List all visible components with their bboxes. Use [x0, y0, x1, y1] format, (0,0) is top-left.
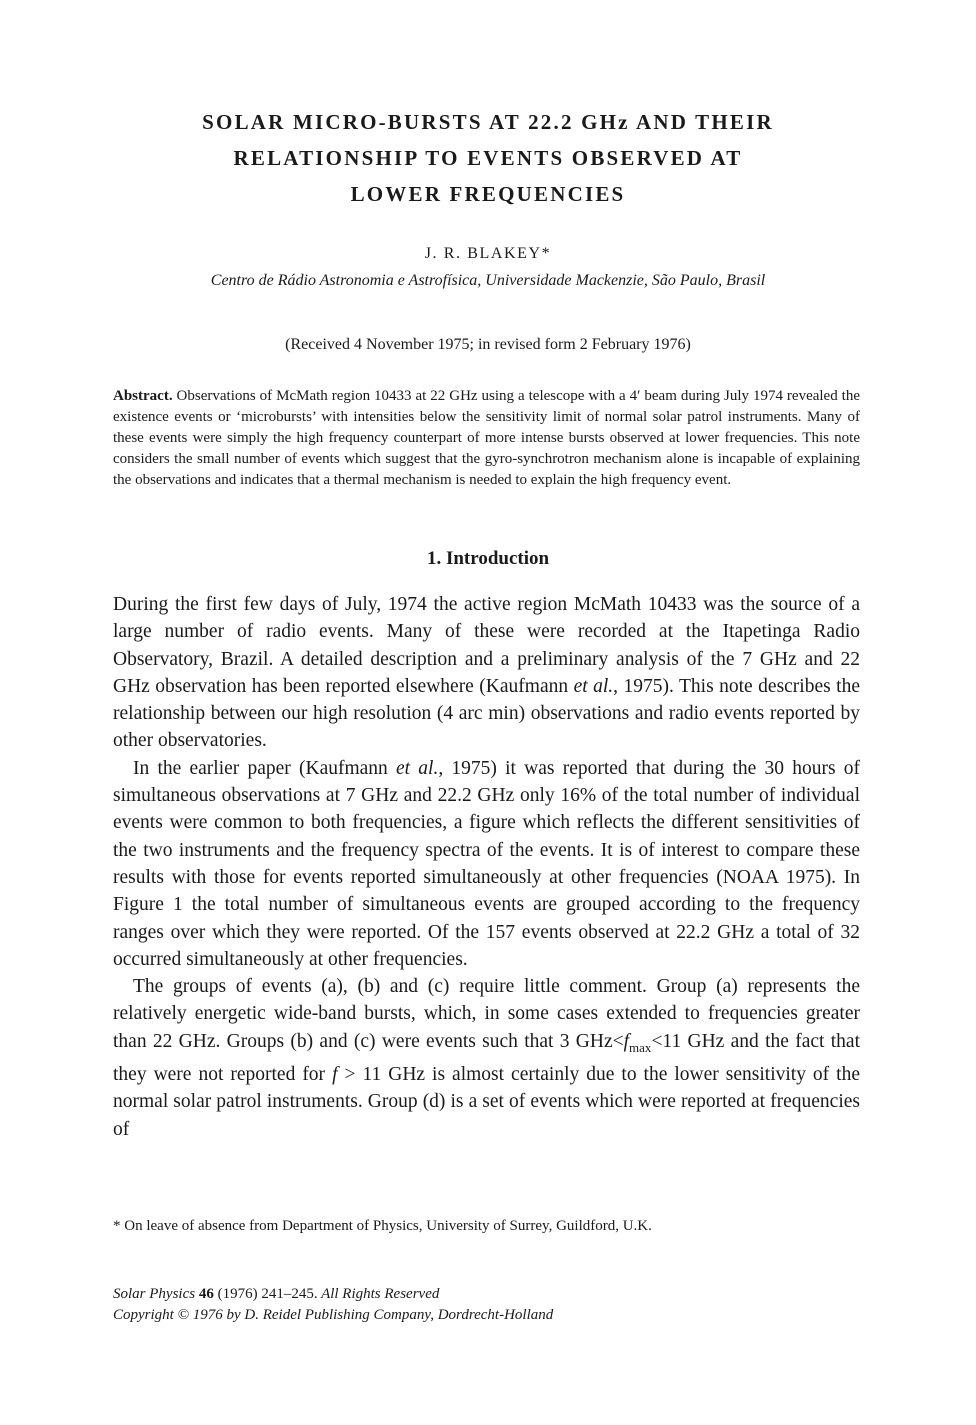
abstract: [113, 386, 860, 491]
title-line: SOLAR MICRO-BURSTS AT 22.2 GHz AND THEIR: [202, 110, 774, 134]
paragraph-text: > 11 GHz is almost certainly due to the lower sensitivity of the normal solar patrol instruments. Group (d) is a set of events which were reported at frequencies of: [113, 1063, 860, 1140]
journal-info: [113, 1284, 873, 1326]
body-text: [113, 591, 860, 1143]
paragraph-text: During the first few days of July, 1974 the active region McMath 10433 was the source of a large number of radio events. Many of these were recorded at the Itapetinga Radio Observatory, Brazil. A detailed description and a preliminary analysis of the 7 GHz and 22 GHz observation has been reported elsewhere (Kaufmann: [113, 594, 860, 697]
paragraph-text: et al.: [573, 675, 614, 697]
paragraph-2: [113, 755, 860, 973]
journal-volume: 46: [198, 1286, 214, 1302]
paper-title: [100, 104, 876, 212]
paragraph-text: The groups of events (a), (b) and (c) require little comment. Group (a) represents the relatively energetic wide-band bursts, which, in some cases extended to frequencies greater than 22 GHz. Groups (b) and (c) were events such that 3 GHz<: [113, 976, 860, 1052]
title-line: RELATIONSHIP TO EVENTS OBSERVED AT: [233, 146, 743, 170]
paragraph-text: , 1975) it was reported that during the 30 hours of simultaneous observations at 7 GHz and 22.2 GHz only 16% of the total number of individual events were common to both frequencies, a figure which reflects the different sensitivities of the two instruments and the frequency spectra of the events. It is of interest to compare these results with those for events reported simultaneously at other frequencies (NOAA 1975). In Figure 1 the total number of simultaneous events are grouped according to the frequency ranges over which they were reported. Of the 157 events observed at 22.2 GHz a total of 32 occurred simultaneously at other frequencies.: [113, 757, 860, 970]
received-dates: (Received 4 November 1975; in revised form 2 February 1976): [285, 336, 691, 353]
abstract-label: Abstract.: [113, 388, 173, 404]
journal-copyright: Copyright © 1976 by D. Reidel Publishing Company, Dordrecht-Holland: [113, 1307, 554, 1323]
paragraph-text: In the earlier paper (Kaufmann: [133, 757, 397, 779]
journal-pages: (1976) 241–245.: [217, 1286, 318, 1302]
author: J. R. BLAKEY*: [424, 245, 552, 262]
affiliation: Centro de Rádio Astronomia e Astrofísica, Universidade Mackenzie, São Paulo, Brasil: [210, 272, 766, 289]
journal-name: Solar Physics: [113, 1286, 196, 1302]
section-heading: 1. Introduction: [426, 548, 550, 569]
math-subscript: max: [629, 1039, 652, 1055]
abstract-text: Observations of McMath region 10433 at 22 GHz using a telescope with a 4′ beam during July 1974 revealed the existence events or ‘microbursts’ with intensities below the sensitivity limit of normal solar patrol instruments. Many of these events were simply the high frequency counterpart of more intense bursts observed at lower frequencies. This note considers the small number of events which suggest that the gyro-synchrotron mechanism alone is incapable of explaining the observations and indicates that a thermal mechanism is needed to explain the high frequency event.: [113, 388, 860, 488]
math-symbol: f: [623, 1030, 630, 1052]
journal-rights: All Rights Reserved: [321, 1286, 440, 1302]
math-symbol: f: [332, 1063, 338, 1085]
journal-citation: [113, 1284, 873, 1305]
paragraph-text: , 1975). This note describes the relationship between our high resolution (4 arc min) observations and radio events reported by other observatories.: [113, 675, 860, 752]
paragraph-text: et al.: [396, 757, 439, 779]
paragraph-1: [113, 591, 860, 755]
paragraph-3: [113, 973, 860, 1143]
paragraph-text: <11 GHz and the fact that they were not reported for: [113, 1030, 860, 1085]
footnote: * On leave of absence from Department of Physics, University of Surrey, Guildford, U.K.: [113, 1218, 652, 1234]
title-line: LOWER FREQUENCIES: [350, 182, 626, 206]
